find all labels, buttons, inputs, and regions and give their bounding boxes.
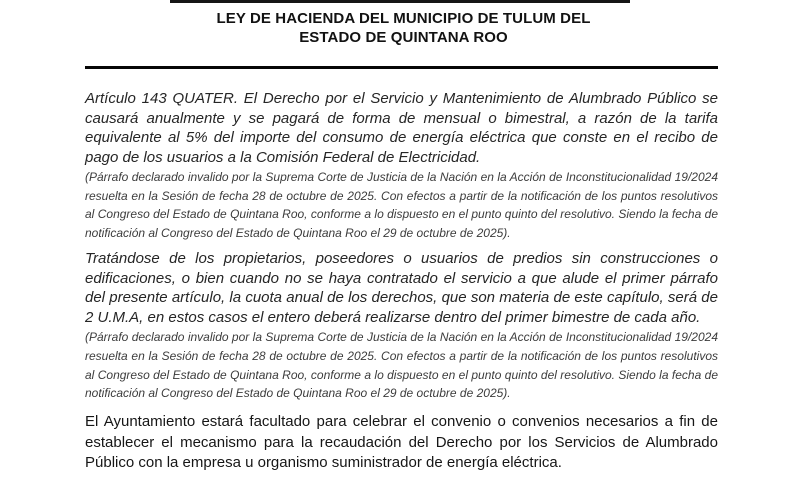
- annulment-note-1: (Párrafo declarado invalido por la Suprema Corte de Justicia de la Nación en la Acción de Inconstitucionalidad 19/2024 resuelta en la Sesión de fecha 28 de octubre de 2025. Con efectos a partir de la notificación de los puntos resolutivos al Congreso del Estado de Quintana Roo, conforme a lo dispuesto en el punto quinto del resolutivo. Siendo la fecha de notificación al Congreso del Estado de Quintana Roo el 29 de octubre de 2025).: [85, 170, 718, 240]
- annulment-note-2: (Párrafo declarado invalido por la Suprema Corte de Justicia de la Nación en la Acción de Inconstitucionalidad 19/2024 resuelta en la Sesión de fecha 28 de octubre de 2025. Con efectos a partir de la notificación de los puntos resolutivos al Congreso del Estado de Quintana Roo, conforme a lo dispuesto en el punto quinto del resolutivo. Siendo la fecha de notificación al Congreso del Estado de Quintana Roo el 29 de octubre de 2025).: [85, 330, 718, 401]
- document-title: [0, 0, 807, 47]
- clipped-text-artifact: [170, 0, 630, 3]
- article-paragraph-1: Artículo 143 QUATER. El Derecho por el Servicio y Mantenimiento de Alumbrado Público se causará anualmente y se pagará de forma de mensual o bimestral, a razón de la tarifa equivalente al 5% del importe del consumo de energía eléctrica que conste en el recibo de pago de los usuarios a la Comisión Federal de Electricidad.: [85, 90, 718, 166]
- article-paragraph-2: Tratándose de los propietarios, poseedores o usuarios de predios sin construcciones o edificaciones, o bien cuando no se haya contratado el servicio a que alude el primer párrafo del presente artículo, la cuota anual de los derechos, que son materia de este capítulo, será de 2 U.M.A, en estos casos el entero deberá realizarse dentro del primer bimestre de cada año.: [85, 250, 718, 326]
- title-line-1: LEY DE HACIENDA DEL MUNICIPIO DE TULUM DEL: [216, 10, 591, 27]
- title-separator-rule: [85, 66, 718, 69]
- document-body: [85, 89, 718, 474]
- title-line-2: ESTADO DE QUINTANA ROO: [299, 29, 508, 46]
- closing-paragraph: El Ayuntamiento estará facultado para celebrar el convenio o convenios necesarios a fin de establecer el mecanismo para la recaudación del Derecho por los Servicios de Alumbrado Público con la empresa u organismo suministrador de energía eléctrica.: [85, 412, 718, 472]
